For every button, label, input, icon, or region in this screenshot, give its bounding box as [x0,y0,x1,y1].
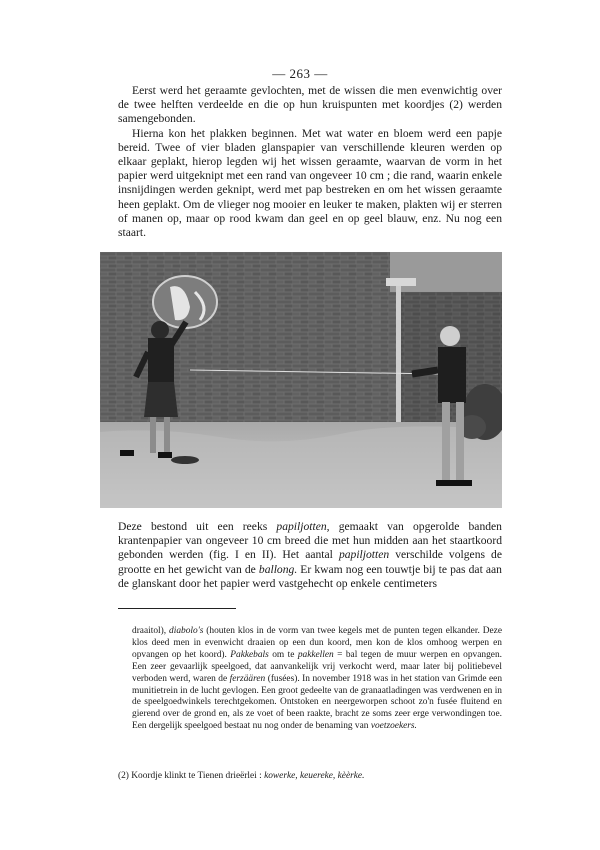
footnote-1-em-diabolos: diabolo's [169,626,204,636]
top-text-block [118,84,502,240]
footnote-2 [118,771,502,783]
paragraph-3-em-ballong: ballong. [258,562,298,576]
paragraph-2: Hierna kon het plakken beginnen. Met wat water en bloem werd een papje bereid. Twee of vier bladen glanspapier van verschillende kleuren werden op elkaar geplakt, hierop legden wij het wissen geraamte, waarvan de vorm in het papier werd uitgeknipt met een rand van ongeveer 10 cm ; die rand, waarin enkele insnijdingen werden geknipt, werd met pap bestreken en om het wissen geraamte heen geplakt. Om de vlieger nog mooier en leuker te maken, plakten wij er sterren of manen op, maar op rood kwam dan geel en op geel blauw, enz. Nu nog een staart. [118,126,502,240]
page-number: — 263 — [272,66,328,81]
paragraph-3-part-2: gemaakt van opgerolde banden krantenpapier van ongeveer 10 cm breed die met hun midden aan het staartkoord gebonden werden (fig. I en II). Het aantal [118,520,502,562]
footnote-1-em-pakkebals: Pakkebals [230,649,269,660]
footnote-1-text [132,626,502,733]
kite-photograph [100,252,502,508]
paragraph-3 [118,520,502,591]
bottom-text-block [118,520,502,591]
footnote-divider [118,608,236,609]
photo-children-flying-kite-icon [100,252,502,508]
footnote-1 [132,626,502,733]
footnote-1-part-3: om te [268,649,298,660]
paragraph-3-part-1: Deze bestond uit een reeks [118,520,277,533]
footnote-2-part-1: (2) Koordje klinkt te Tienen drieërlei : [118,771,265,781]
footnote-1-part-2: (houten klos in de vorm van twee kegels met de punten tegen elkander. Deze klos deed men in evenwicht draaien op een dun koord, men kon de klos omhoog werpen en opvangen op het koord). [132,626,502,660]
paragraph-3-em-papiljotten: papiljotten, [276,520,330,533]
footnote-1-em-pakkellen: pakkellen [297,649,334,660]
footnote-1-em-voetzoekers: voetzoekers. [370,721,417,732]
paragraph-3-part-3: verschilde volgens de grootte en het gewicht van de [118,548,502,576]
paragraph-3-part-4: Er kwam nog een touwtje bij te pas dat aan de glanskant door het papier werd vastgehecht op enkele centimeters [118,562,502,590]
paragraph-3-em-papiljotten-2: papiljotten [338,548,390,562]
paragraph-1: Eerst werd het geraamte gevlochten, met de wissen die men evenwichtig over de twee helften verdeelde en die op hun kruispunten met koordjes (2) werden samengebonden. [118,84,502,126]
footnote-2-em-variants: kowerke, keuereke, kèèrke. [264,771,365,781]
footnote-1-part-5: (fusées). In november 1918 was in het station van Grimde een munitietrein in de lucht gevlogen. Een groot gedeelte van de granaatladingen was verdwenen en in de speelgoedwinkels terechtgekomen. Ontstoken en neergeworpen schoot zo'n fusée fluitend en gierend over de grond en, als ze voet of been raakte, bracht ze soms zeer erge verwondingen toe. Een dergelijk speelgoed bestaat nu nog onder de benaming van [132,673,503,732]
footnote-1-part-4: = bal tegen de muur werpen en opvangen. Een zeer gevaarlijk speelgoed, dat aanvankelijk vrij verkocht werd, maar later bij politiebevel verboden werd, waren de [132,649,502,684]
footnote-1-part-1: draaitol), [132,626,170,636]
footnote-1-em-ferzaaren: ferzäären [229,673,266,684]
